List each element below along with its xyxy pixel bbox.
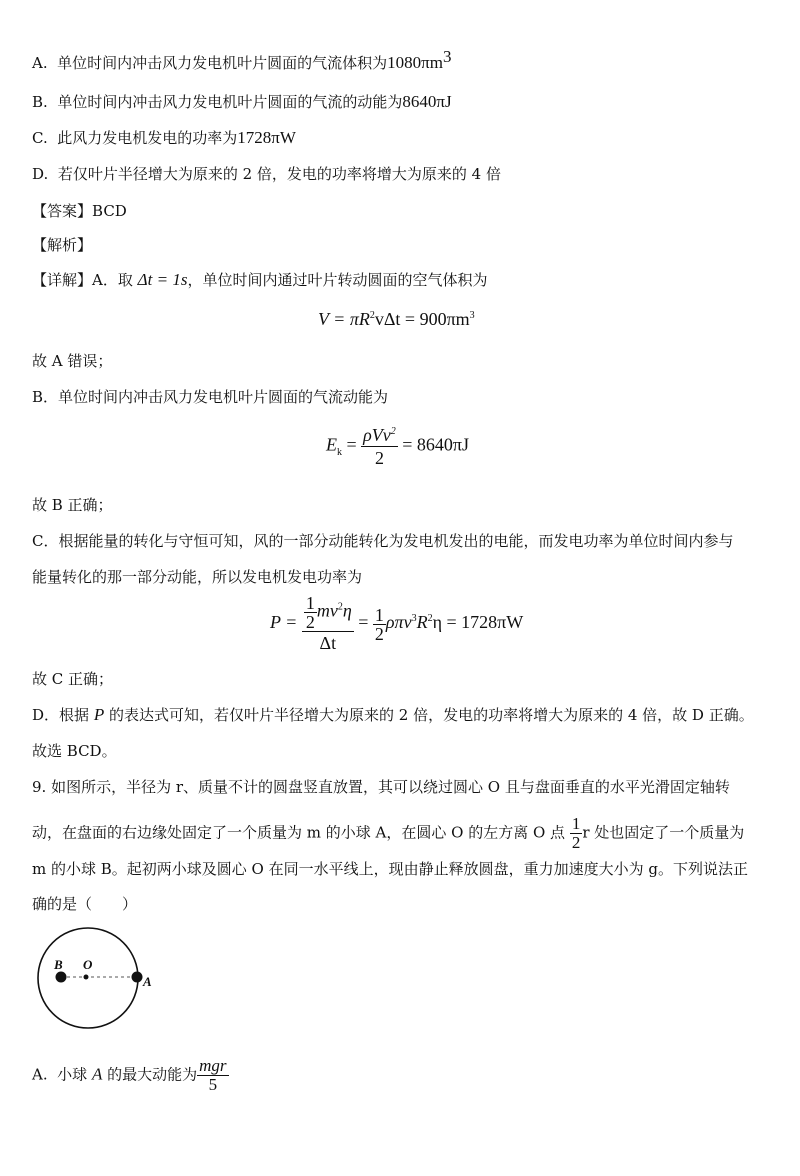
ball-b (56, 972, 67, 983)
option-a-prev: A. 单位时间内冲击风力发电机叶片圆面的气流体积为$1080\pi m^3$ (32, 47, 452, 72)
question9-option-a: A. 小球 A 的最大动能为 $\frac{\text{mgr}}{5}$ (32, 1056, 227, 1094)
detail-c-line2: 能量转化的那一部分动能，所以发电机发电功率为 (32, 568, 363, 586)
equation-volume: $V = \pi R^2v\Delta t = 900\pi m^3$ (318, 309, 475, 329)
question9-line3: m 的小球 B。起初两小球及圆心 O 在同一水平线上，现由静止释放圆盘，重力加速度大小为 g。下列说法正 (32, 860, 748, 878)
dt-equation: Δt = 1s (137, 270, 188, 289)
half-fraction: $\frac{1}{2}$ (374, 604, 384, 644)
question9-line2: 动，在盘面的右边缘处固定了一个质量为 m 的小球 A，在圆心 O 的左方离 O 点 $\frac{1}{2}$ r 处也固定了一个质量为 (32, 814, 745, 852)
equation-power: P = $\frac{1}{2}$ $mv^2\eta$ Δt = $\frac{1}{2}$ $\rho\pi v^3R^2\eta = 1728\pi W$ (270, 593, 524, 653)
detail-final: 故选 BCD。 (32, 742, 117, 760)
center-o (84, 975, 89, 980)
detail-d-line: D．根据 P 的表达式可知，若仅叶片半径增大为原来的 2 倍，发电的功率将增大为原来的 4 倍，故 D 正确。 (32, 705, 754, 724)
label-a: A (143, 974, 152, 989)
option-b-prev: B. 单位时间内冲击风力发电机叶片圆面的气流的动能为8640πJ (32, 92, 452, 111)
analysis-tag: 【解析】 (32, 236, 93, 254)
detail-c-line1: C．根据能量的转化与守恒可知，风的一部分动能转化为发电机发出的电能，而发电功率为单位时间内参与 (32, 532, 734, 550)
mgr-fraction: $\frac{\text{mgr}}{5}$ (199, 1056, 227, 1094)
answer-value: BCD (92, 202, 127, 220)
detail-a-intro: 【详解】A．取 Δt = 1s，单位时间内通过叶片转动圆面的空气体积为 (32, 270, 488, 289)
equation-kinetic-energy: $E_k$ = $\frac{\rho Vv^2}{2}$ = 8640πJ (326, 425, 470, 468)
ball-a (132, 972, 143, 983)
answer-line: 【答案】BCD (32, 202, 127, 220)
detail-a-conclusion: 故 A 错误； (32, 352, 113, 370)
ek-fraction: $\frac{\rho Vv^2}{2}$ (363, 425, 396, 468)
detail-b-conclusion: 故 B 正确； (32, 496, 113, 514)
detail-c-conclusion: 故 C 正确； (32, 670, 114, 688)
label-b: B (54, 957, 63, 972)
question9-line4: 确的是（ ） (32, 895, 138, 913)
disk-figure (20, 920, 180, 1040)
question9-line1: 9. 如图所示，半径为 r、质量不计的圆盘竖直放置，其可以绕过圆心 O 且与盘面垂直的水平光滑固定轴转 (32, 778, 730, 796)
option-c-prev: C. 此风力发电机发电的功率为1728πW (32, 128, 296, 147)
power-fraction: $\frac{1}{2}$ $mv^2\eta$ Δt (302, 594, 354, 654)
label-o: O (83, 957, 93, 972)
half-r-fraction: $\frac{1}{2}$ (571, 814, 581, 852)
option-d-prev: D. 若仅叶片半径增大为原来的 2 倍，发电的功率将增大为原来的 4 倍 (32, 165, 501, 183)
detail-b-intro: B．单位时间内冲击风力发电机叶片圆面的气流动能为 (32, 388, 389, 406)
